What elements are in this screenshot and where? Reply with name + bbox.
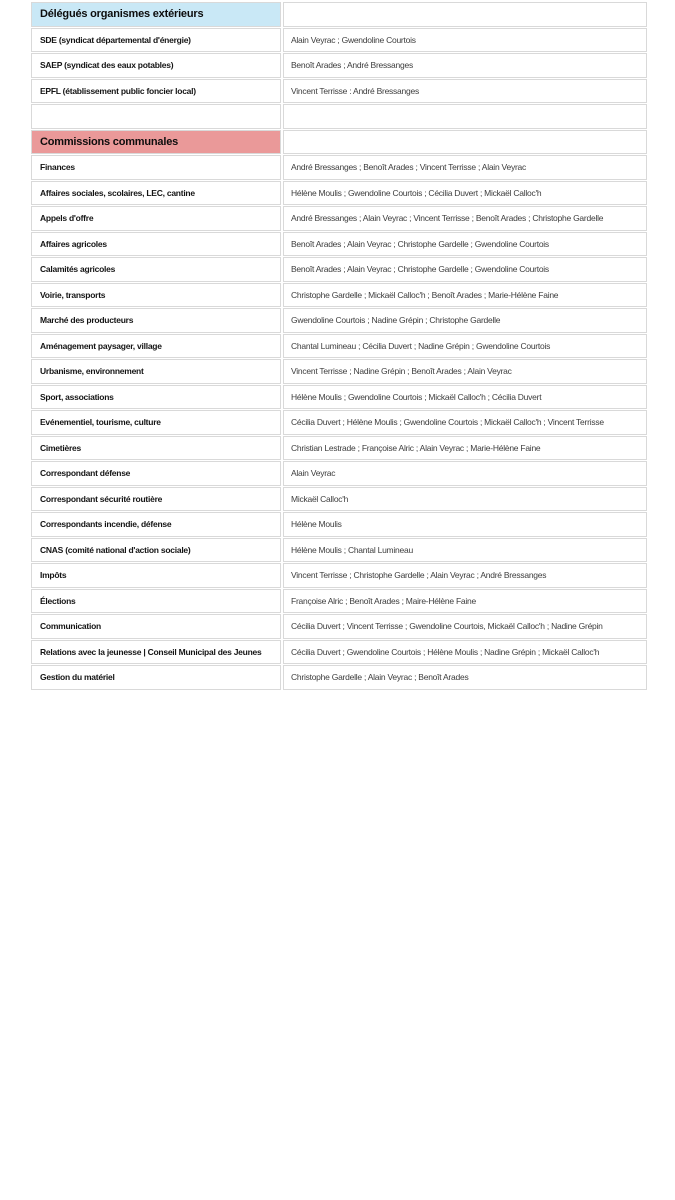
table-row [31,28,647,53]
section-header-empty-cell [283,2,647,27]
table-row [31,359,647,384]
table-row [31,206,647,231]
commission-members-cell: Hélène Moulis ; Gwendoline Courtois ; Mickaël Calloc'h ; Cécilia Duvert [283,385,647,410]
table-row [31,334,647,359]
commission-members-cell: Hélène Moulis [283,512,647,537]
commission-members-cell: Vincent Terrisse ; Christophe Gardelle ; Alain Veyrac ; André Bressanges [283,563,647,588]
commission-label-cell: Élections [31,589,281,614]
commission-members-cell: Françoise Alric ; Benoît Arades ; Maire-Hélène Faine [283,589,647,614]
table-row [31,410,647,435]
commission-label-cell: Sport, associations [31,385,281,410]
commission-members-cell: Gwendoline Courtois ; Nadine Grépin ; Christophe Gardelle [283,308,647,333]
table-row [31,538,647,563]
table-row [31,614,647,639]
commission-label-cell: EPFL (établissement public foncier local) [31,79,281,104]
table-row [31,232,647,257]
commission-members-cell: Vincent Terrisse : André Bressanges [283,79,647,104]
commission-label-cell: CNAS (comité national d'action sociale) [31,538,281,563]
commission-label-cell: SAEP (syndicat des eaux potables) [31,53,281,78]
section-header-cell: Commissions communales [31,130,281,155]
commission-members-cell: Vincent Terrisse ; Nadine Grépin ; Benoît Arades ; Alain Veyrac [283,359,647,384]
commission-members-cell: Benoît Arades ; André Bressanges [283,53,647,78]
commission-label-cell: Communication [31,614,281,639]
table-row [31,181,647,206]
table-row [31,385,647,410]
commission-members-cell: André Bressanges ; Benoît Arades ; Vincent Terrisse ; Alain Veyrac [283,155,647,180]
committees-table [29,1,649,691]
commission-label-cell: Appels d'offre [31,206,281,231]
commission-label-cell: Correspondants incendie, défense [31,512,281,537]
commission-label-cell: Evénementiel, tourisme, culture [31,410,281,435]
table-row [31,512,647,537]
commission-label-cell: Finances [31,155,281,180]
commission-members-cell: Alain Veyrac ; Gwendoline Courtois [283,28,647,53]
commission-label-cell: Gestion du matériel [31,665,281,690]
commission-members-cell: Mickaël Calloc'h [283,487,647,512]
table-row [31,665,647,690]
commission-members-cell: Christian Lestrade ; Françoise Alric ; Alain Veyrac ; Marie-Hélène Faine [283,436,647,461]
table-row [31,461,647,486]
commission-label-cell: Relations avec la jeunesse | Conseil Municipal des Jeunes [31,640,281,665]
table-row [31,308,647,333]
commission-members-cell: Benoît Arades ; Alain Veyrac ; Christophe Gardelle ; Gwendoline Courtois [283,232,647,257]
table-row [31,640,647,665]
table-row [31,589,647,614]
table-row [31,104,647,129]
commission-members-cell: Chantal Lumineau ; Cécilia Duvert ; Nadine Grépin ; Gwendoline Courtois [283,334,647,359]
table-row [31,487,647,512]
table-row [31,436,647,461]
commission-label-cell: Affaires sociales, scolaires, LEC, cantine [31,181,281,206]
commission-label-cell: Aménagement paysager, village [31,334,281,359]
table-row [31,563,647,588]
commission-members-cell [283,104,647,129]
commission-label-cell: Urbanisme, environnement [31,359,281,384]
commission-members-cell: Cécilia Duvert ; Hélène Moulis ; Gwendoline Courtois ; Mickaël Calloc'h ; Vincent Terrisse [283,410,647,435]
commission-members-cell: Benoît Arades ; Alain Veyrac ; Christophe Gardelle ; Gwendoline Courtois [283,257,647,282]
section-header-row [31,130,647,155]
commission-members-cell: Hélène Moulis ; Chantal Lumineau [283,538,647,563]
commission-label-cell: Cimetières [31,436,281,461]
commission-members-cell: Hélène Moulis ; Gwendoline Courtois ; Cécilia Duvert ; Mickaël Calloc'h [283,181,647,206]
committees-table-body [31,2,647,690]
commission-members-cell: Christophe Gardelle ; Alain Veyrac ; Benoît Arades [283,665,647,690]
commission-members-cell: Cécilia Duvert ; Gwendoline Courtois ; Hélène Moulis ; Nadine Grépin ; Mickaël Calloc'h [283,640,647,665]
commission-label-cell: Voirie, transports [31,283,281,308]
table-row [31,283,647,308]
table-row [31,257,647,282]
section-header-empty-cell [283,130,647,155]
commission-label-cell [31,104,281,129]
commission-label-cell: Correspondant sécurité routière [31,487,281,512]
commission-members-cell: Christophe Gardelle ; Mickaël Calloc'h ; Benoît Arades ; Marie-Hélène Faine [283,283,647,308]
commission-label-cell: Impôts [31,563,281,588]
table-row [31,155,647,180]
commission-label-cell: Correspondant défense [31,461,281,486]
committees-table-wrap [29,1,647,691]
commission-members-cell: Cécilia Duvert ; Vincent Terrisse ; Gwendoline Courtois, Mickaël Calloc'h ; Nadine Grépin [283,614,647,639]
commission-label-cell: SDE (syndicat départemental d'énergie) [31,28,281,53]
commission-label-cell: Calamités agricoles [31,257,281,282]
section-header-cell: Délégués organismes extérieurs [31,2,281,27]
commission-members-cell: André Bressanges ; Alain Veyrac ; Vincent Terrisse ; Benoît Arades ; Christophe Gardelle [283,206,647,231]
section-header-row [31,2,647,27]
table-row [31,79,647,104]
commission-label-cell: Marché des producteurs [31,308,281,333]
table-row [31,53,647,78]
commission-label-cell: Affaires agricoles [31,232,281,257]
commission-members-cell: Alain Veyrac [283,461,647,486]
